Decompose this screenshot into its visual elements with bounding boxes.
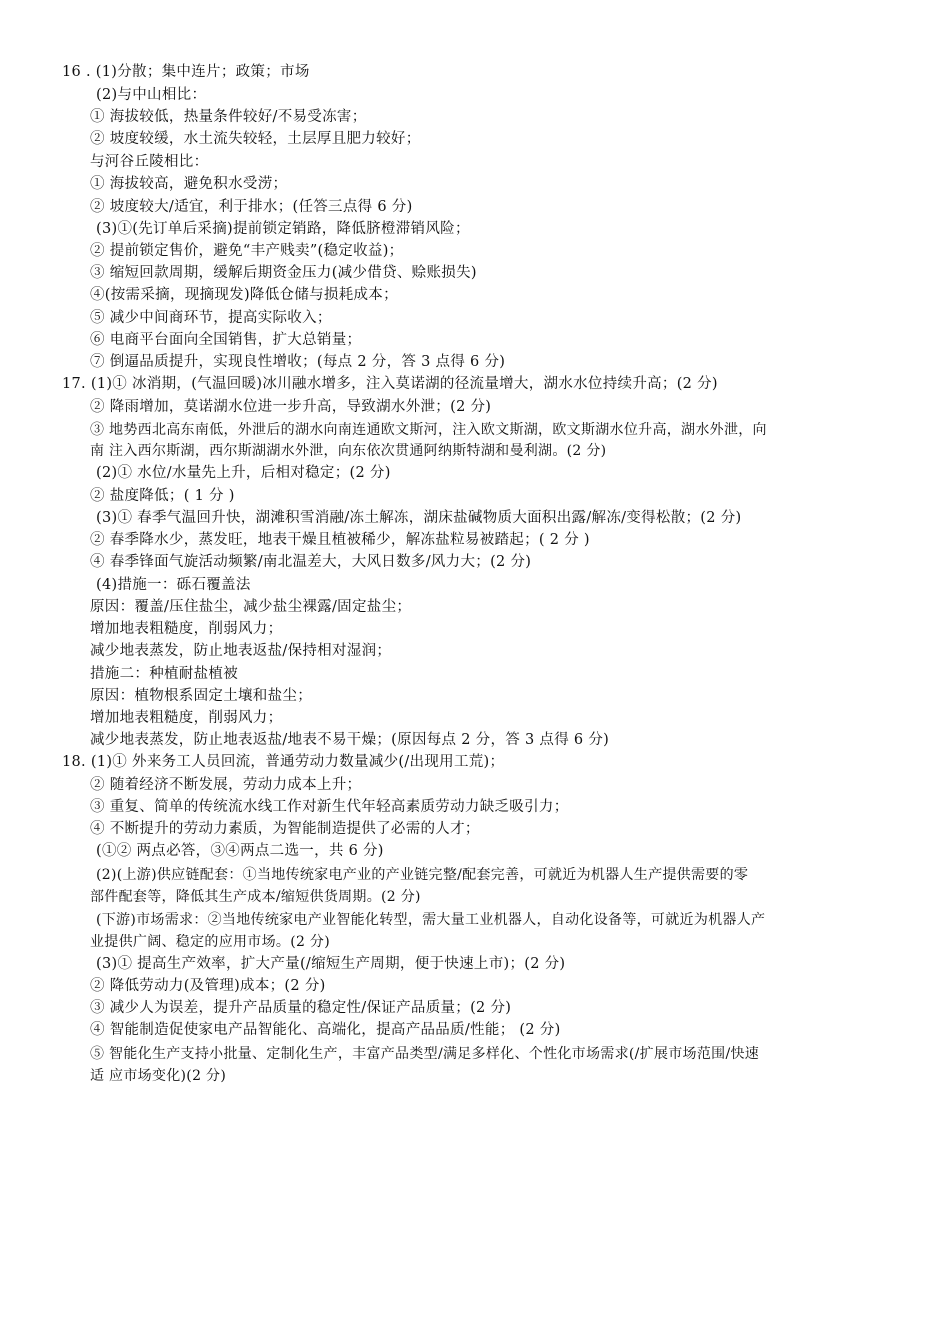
answer-line: ② 降低劳动力(及管理)成本；(2 分) (90, 978, 326, 994)
answer-line: (3)① 提高生产效率，扩大产量(/缩短生产周期，便于快速上市)；(2 分) (96, 956, 566, 972)
q17-heading: 17. (1)① 冰消期，(气温回暖)冰川融水增多，注入莫诺湖的径流量增大，湖水水位持续升高；(2 分) (62, 376, 718, 392)
answer-line: ① 海拔较高，避免积水受涝； (90, 176, 288, 192)
answer-line: (①② 两点必答，③④两点二选一，共 6 分) (96, 843, 384, 859)
q18-heading: 18. (1)① 外来务工人员回流，普通劳动力数量减少(/出现用工荒)； (62, 754, 505, 770)
answer-line: (4)措施一：砾石覆盖法 (96, 577, 251, 593)
answer-line: 措施二：种植耐盐植被 (90, 666, 238, 682)
answer-line: (2)① 水位/水量先上升，后相对稳定；(2 分) (96, 465, 391, 481)
answer-line: ④ 春季锋面气旋活动频繁/南北温差大，大风日数多/风力大；(2 分) (90, 554, 532, 570)
answer-line: ④ 不断提升的劳动力素质，为智能制造提供了必需的人才； (90, 821, 480, 837)
answer-line: ② 春季降水少，蒸发旺，地表干燥且植被稀少，解冻盐粒易被踏起；( 2 分 ) (90, 532, 590, 548)
answer-line: ⑦ 倒逼品质提升，实现良性增收；(每点 2 分，答 3 点得 6 分) (90, 354, 506, 370)
answer-line: 南 注入西尔斯湖，西尔斯湖湖水外泄，向东依次贯通阿纳斯特湖和曼利湖。(2 分) (90, 443, 607, 459)
answer-line: (3)① 春季气温回升快，湖滩积雪消融/冻土解冻，湖床盐碱物质大面积出露/解冻/变得松散；(2 分) (96, 510, 742, 526)
answer-line: 减少地表蒸发，防止地表返盐/地表不易干燥；(原因每点 2 分，答 3 点得 6 分) (90, 732, 610, 748)
answer-line: ③ 减少人为误差，提升产品质量的稳定性/保证产品质量；(2 分) (90, 1000, 512, 1016)
answer-line: ② 随着经济不断发展，劳动力成本上升； (90, 777, 362, 793)
answer-line: ② 提前锁定售价，避免“丰产贱卖”(稳定收益)； (90, 243, 404, 259)
answer-line: 适 应市场变化)(2 分) (90, 1068, 227, 1084)
answer-line: 原因：覆盖/压住盐尘，减少盐尘裸露/固定盐尘； (90, 599, 412, 615)
answer-line: ① 海拔较低，热量条件较好/不易受冻害； (90, 109, 367, 125)
answer-line: ④(按需采摘，现摘现发)降低仓储与损耗成本； (90, 287, 398, 303)
answer-line: (3)①(先订单后采摘)提前锁定销路，降低脐橙滞销风险； (96, 221, 470, 237)
answer-line: ③ 重复、简单的传统流水线工作对新生代年轻高素质劳动力缺乏吸引力； (90, 799, 569, 815)
q16-part2-title: (2)与中山相比： (96, 87, 207, 103)
answer-line: ② 坡度较缓，水土流失较轻，土层厚且肥力较好； (90, 131, 421, 147)
answer-line: ② 降雨增加，莫诺湖水位进一步升高，导致湖水外泄；(2 分) (90, 399, 492, 415)
answer-line: ② 盐度降低；( 1 分 ) (90, 488, 235, 504)
answer-line: ③ 缩短回款周期，缓解后期资金压力(减少借贷、赊账损失) (90, 265, 477, 281)
answer-line: ③ 地势西北高东南低，外泄后的湖水向南连通欧文斯河，注入欧文斯湖，欧文斯湖水位升高，湖水外泄，向 (90, 422, 767, 438)
answer-line: 与河谷丘陵相比： (90, 154, 209, 170)
answer-line: 部件配套等，降低其生产成本/缩短供货周期。(2 分) (90, 889, 421, 905)
answer-line: ⑤ 智能化生产支持小批量、定制化生产，丰富产品类型/满足多样化、个性化市场需求(/扩展市场范围/快速 (90, 1046, 760, 1062)
answer-line: ⑤ 减少中间商环节，提高实际收入； (90, 310, 332, 326)
answer-line: ⑥ 电商平台面向全国销售，扩大总销量； (90, 332, 362, 348)
answer-line: (下游)市场需求：②当地传统家电产业智能化转型，需大量工业机器人，自动化设备等，可就近为机器人产 (96, 912, 766, 928)
answer-line: (2)(上游)供应链配套：①当地传统家电产业的产业链完整/配套完善，可就近为机器人生产提供需要的零 (96, 867, 749, 883)
answer-line: 减少地表蒸发，防止地表返盐/保持相对湿润； (90, 643, 392, 659)
answer-line: ② 坡度较大/适宜，利于排水；(任答三点得 6 分) (90, 199, 413, 215)
answer-line: ④ 智能制造促使家电产品智能化、高端化，提高产品品质/性能； (2 分) (90, 1022, 561, 1038)
answer-line: 原因：植物根系固定土壤和盐尘； (90, 688, 312, 704)
q16-heading: 16 . (1)分散；集中连片；政策；市场 (62, 64, 310, 80)
answer-line: 增加地表粗糙度，削弱风力； (90, 621, 283, 637)
answer-line: 业提供广阔、稳定的应用市场。(2 分) (90, 934, 330, 950)
answer-line: 增加地表粗糙度，削弱风力； (90, 710, 283, 726)
